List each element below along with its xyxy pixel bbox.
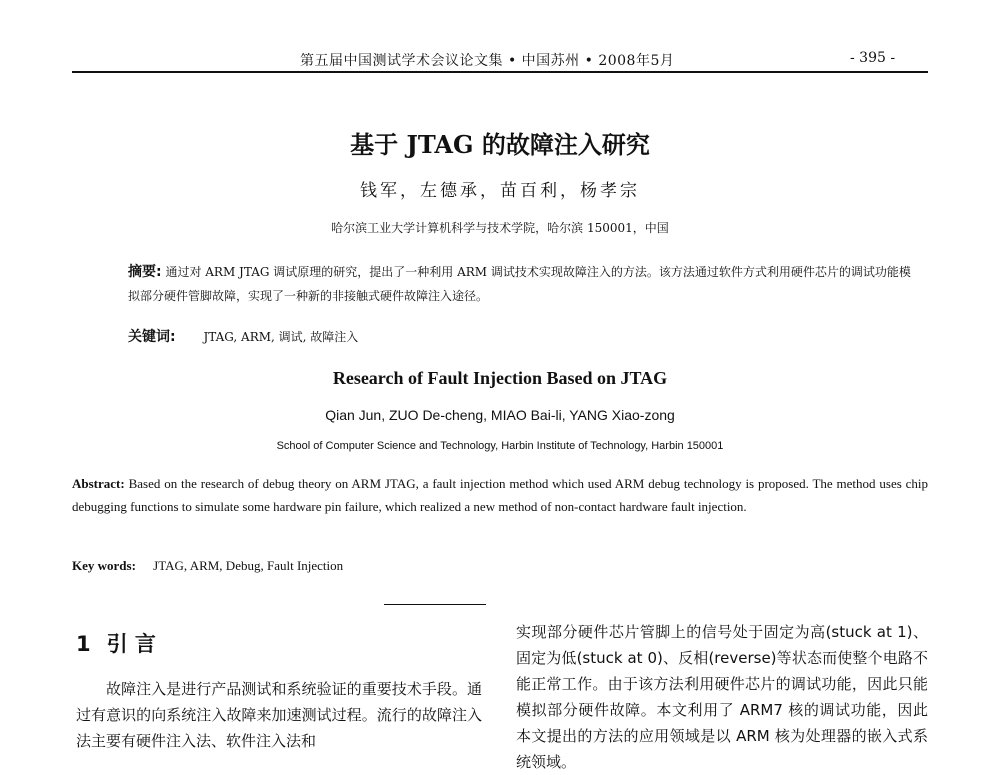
authors-cn: 钱军，左德承，苗百利，杨孝宗 [360,181,640,201]
abstract-cn-text: 通过对 ARM JTAG 调试原理的研究，提出了一种利用 ARM 调试技术实现故障注入的方法。该方法通过软件方式利用硬件芯片的调试功能模拟部分硬件管脚故障，实现了一种新的非接触式硬件故障注入途径。 [128,265,911,303]
abstract-en-label: Abstract: [72,476,125,491]
body-text-right-column: 实现部分硬件芯片管脚上的信号处于固定为高(stuck at 1)、固定为低(stuck at 0)、反相(reverse)等状态而使整个电路不能正常工作。由于该方法利用硬件芯片的调试功能，因此只能模拟部分硬件故障。本文利用了 ARM7 核的调试功能，因此本文提出的方法的应用领域是以 ARM 核为处理器的嵌入式系统领域。 [516,623,928,771]
section-heading [76,628,156,658]
keywords-cn-label: 关键词: [128,329,176,345]
keywords-cn [128,326,358,346]
running-header: 第五届中国测试学术会议论文集 • 中国苏州 • 2008年5月 [300,53,675,69]
affiliation-en: School of Computer Science and Technology, Harbin Institute of Technology, Harbin 150001 [276,440,724,452]
paper-title-en: Research of Fault Injection Based on JTAG [332,368,668,388]
abstract-cn-label: 摘要: [128,264,162,280]
page-number: - 395 - [850,50,896,66]
keywords-en-label: Key words: [72,558,136,573]
paper-title-cn: 基于 JTAG 的故障注入研究 [350,130,650,159]
keywords-en [72,558,343,574]
keywords-cn-text: JTAG, ARM, 调试, 故障注入 [203,330,359,344]
section-divider [384,604,486,605]
section-title: 引 言 [106,632,156,656]
body-text-left-column: 故障注入是进行产品测试和系统验证的重要技术手段。通过有意识的向系统注入故障来加速测试过程。流行的故障注入法主要有硬件注入法、软件注入法和 [76,680,482,750]
authors-en: Qian Jun, ZUO De-cheng, MIAO Bai-li, YANG Xiao-zong [325,407,675,423]
affiliation-cn: 哈尔滨工业大学计算机科学与技术学院，哈尔滨 150001，中国 [331,221,669,235]
keywords-en-text: JTAG, ARM, Debug, Fault Injection [153,558,344,573]
abstract-cn [128,260,918,308]
abstract-en [72,472,928,518]
section-number: 1 [76,632,91,656]
header-rule [72,71,928,73]
abstract-en-text: Based on the research of debug theory on ARM JTAG, a fault injection method which used ARM debug technology is proposed. The method uses chip debugging functions to simulate some hardware pin failure, which realized a new method of non-contact hardware fault injection. [72,476,929,514]
